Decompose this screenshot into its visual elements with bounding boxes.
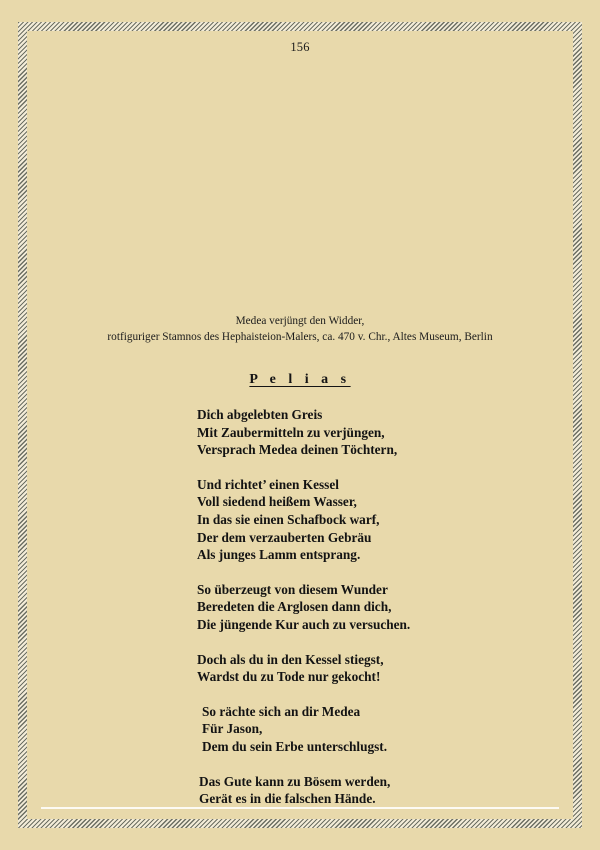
- page-bottom-rule: [41, 807, 559, 809]
- poem-line: Doch als du in den Kessel stiegst,: [197, 651, 384, 667]
- figure-caption-line-1: Medea verjüngt den Widder,: [235, 315, 365, 327]
- poem-line: In das sie einen Schafbock warf,: [197, 511, 380, 527]
- poem-title: P e l i a s: [249, 372, 351, 387]
- image-plate-placeholder: [57, 65, 543, 308]
- poem-stanza: [197, 651, 557, 686]
- poem-line: Und richtet’ einen Kessel: [197, 476, 339, 492]
- poem-line: Dich abgelebten Greis: [197, 407, 323, 422]
- page-number: 156: [290, 40, 310, 54]
- poem-line: Wardst du zu Tode nur gekocht!: [197, 669, 381, 685]
- poem-line: Beredeten die Arglosen dann dich,: [197, 599, 392, 615]
- poem-line: Die jüngende Kur auch zu versuchen.: [197, 616, 411, 632]
- poem-line: Versprach Medea deinen Töchtern,: [197, 442, 398, 458]
- poem-line: So rächte sich an dir Medea: [202, 703, 361, 719]
- poem-line: Der dem verzauberten Gebräu: [197, 529, 372, 545]
- poem-line: Dem du sein Erbe unterschlugst.: [202, 738, 388, 754]
- poem-line: Für Jason,: [202, 721, 263, 737]
- poem-line: Voll siedend heißem Wasser,: [197, 494, 357, 510]
- figure-caption: [27, 314, 573, 345]
- poem-line: Als junges Lamm entsprang.: [197, 547, 361, 563]
- figure-caption-line-2: rotfiguriger Stamnos des Hephaisteion-Malers, ca. 470 v. Chr., Altes Museum, Berlin: [107, 330, 493, 343]
- poem-line: So überzeugt von diesem Wunder: [197, 581, 388, 597]
- poem-stanza: [197, 773, 557, 808]
- poem-line: Das Gute kann zu Bösem werden,: [199, 773, 391, 789]
- poem-line: Gerät es in die falschen Hände.: [199, 791, 376, 807]
- poem-stanza: [197, 581, 557, 634]
- poem-stanza: [197, 476, 557, 564]
- poem-stanza: [197, 406, 557, 459]
- page-content-area: [27, 31, 573, 819]
- poem-stanza: [197, 703, 557, 756]
- poem-body: [197, 406, 557, 808]
- poem-line: Mit Zaubermitteln zu verjüngen,: [197, 424, 385, 440]
